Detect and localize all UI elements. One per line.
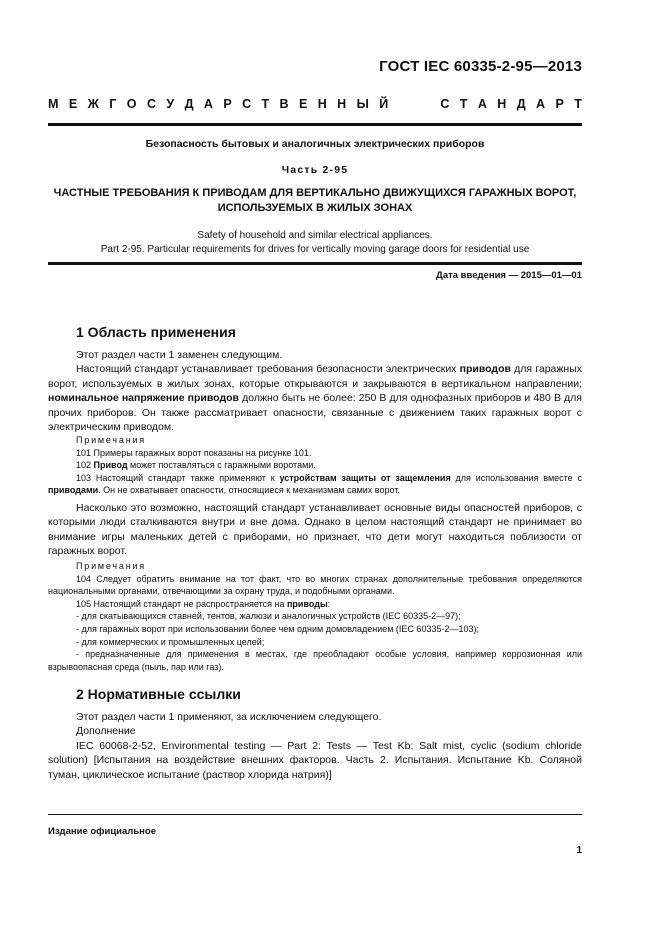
notes-label: Примечания bbox=[76, 435, 146, 445]
note-104: 104 Следует обратить внимание на тот факт, что во многих странах дополнительные требования определяются национальными органами, отвечающими за охрану труда, и подобными органами. bbox=[48, 573, 582, 597]
interstate-letter: Ы bbox=[356, 97, 369, 111]
interstate-letter: Н bbox=[317, 97, 327, 111]
interstate-letter: Н bbox=[497, 97, 507, 111]
title-english-line2: Part 2-95. Particular requirements for drives for vertically moving garage doors for residential use bbox=[100, 244, 530, 255]
note-105: 105 Настоящий стандарт не распространяется на приводы: bbox=[76, 598, 331, 609]
interstate-letter: Е bbox=[298, 97, 308, 111]
note-105-item-3: - для коммерческих и промышленных целей; bbox=[76, 636, 265, 647]
note-105-item-4: - предназначенные для применения в местах, где преобладают особые условия, например коррозионная или взрывоопасная среда (пыль, пар или газ). bbox=[48, 649, 582, 672]
note-102: 102 Привод может поставляться с гаражными воротами. bbox=[76, 460, 316, 471]
section1-p3: Насколько это возможно, настоящий стандарт устанавливает основные виды опасностей приборов, с которыми люди сталкиваются внутри и вне дома. Однако в целом настоящий стандарт не принимает во внимание игры маленьких детей с приборами, но признает, что дети могут находиться поблизости от гаражных ворот. bbox=[48, 502, 582, 558]
section2-heading: 2 Нормативные ссылки bbox=[76, 686, 241, 702]
interstate-letter: Ж bbox=[87, 97, 99, 111]
section1-notes-2 bbox=[48, 560, 582, 673]
interstate-letter: А bbox=[536, 97, 546, 111]
note-103: 103 Настоящий стандарт также применяют к устройствам защиты от защемления для использования вместе с приводами. Он не охватывает опасности, относящиеся к механизмам самих ворот. bbox=[48, 472, 582, 496]
interstate-letter: М bbox=[48, 97, 59, 111]
interstate-letter: С bbox=[242, 97, 252, 111]
page-number: 1 bbox=[576, 845, 582, 856]
interstate-letter: Е bbox=[68, 97, 78, 111]
section2-body bbox=[48, 710, 582, 782]
interstate-letter: Д bbox=[516, 97, 526, 111]
interstate-letter bbox=[399, 97, 402, 111]
introduction-date: Дата введения — 2015—01—01 bbox=[436, 270, 582, 281]
term-drives: приводов bbox=[459, 363, 511, 376]
term-rated-voltage: номинальное напряжение приводов bbox=[48, 392, 239, 405]
interstate-letter bbox=[426, 97, 429, 111]
title-general: Безопасность бытовых и аналогичных электрических приборов bbox=[145, 138, 485, 150]
section2-p3: IEC 60068-2-52, Environmental testing — Part 2: Tests — Test Kb: Salt mist, cyclic (sodium chloride solution) [Испытания на воздействие внешних факторов. Часть 2. Испытания. Испытание Kb. Соляной туман, циклическое испытание (раствор хлорида натрия)] bbox=[48, 739, 582, 781]
section1-p1: Этот раздел части 1 заменен следующим. bbox=[76, 349, 283, 361]
interstate-standard-heading bbox=[48, 97, 582, 111]
notes-label-2: Примечания bbox=[76, 561, 146, 571]
title-main bbox=[48, 186, 582, 216]
interstate-letter: Т bbox=[459, 97, 468, 111]
section1-heading: 1 Область применения bbox=[76, 324, 236, 340]
interstate-letter: Т bbox=[261, 97, 270, 111]
section2-p2: Дополнение bbox=[76, 725, 136, 738]
interstate-letter bbox=[413, 97, 416, 111]
interstate-letter: Р bbox=[555, 97, 564, 111]
interstate-letter: Й bbox=[379, 97, 389, 111]
interstate-letter: О bbox=[126, 97, 137, 111]
footer-rule bbox=[48, 814, 582, 815]
title-top-rule bbox=[48, 123, 582, 126]
section1-body bbox=[48, 348, 582, 434]
section1-notes-1 bbox=[48, 434, 582, 497]
interstate-letter: С bbox=[440, 97, 450, 111]
title-english-line1: Safety of household and similar electrical appliances. bbox=[197, 230, 433, 241]
interstate-letter: Г bbox=[109, 97, 117, 111]
interstate-letter: Р bbox=[223, 97, 232, 111]
standard-code: ГОСТ IEC 60335-2-95—2013 bbox=[379, 58, 582, 75]
title-bottom-rule bbox=[48, 262, 582, 265]
section2-p1: Этот раздел части 1 применяют, за исключением следующего. bbox=[76, 711, 382, 723]
note-105-item-2: - для гаражных ворот при использовании более чем одним домовладением (IEC 60335-2—103); bbox=[76, 623, 479, 634]
interstate-letter: Д bbox=[184, 97, 194, 111]
title-main-line2: ИСПОЛЬЗУЕМЫХ В ЖИЛЫХ ЗОНАХ bbox=[217, 202, 413, 214]
interstate-letter: Н bbox=[337, 97, 347, 111]
interstate-letter: У bbox=[166, 97, 175, 111]
interstate-letter: А bbox=[203, 97, 213, 111]
note-101: 101 Примеры гаражных ворот показаны на рисунке 101. bbox=[76, 447, 312, 458]
note-105-item-1: - для скатывающихся ставней, тентов, жалюзи и аналогичных устройств (IEC 60335-2—97); bbox=[76, 611, 461, 622]
interstate-letter: А bbox=[477, 97, 487, 111]
section1-p2: Настоящий стандарт устанавливает требования безопасности электрических приводов для гаражных ворот, используемых в жилых зонах, которые открываются и закрываются в вертикальном направлении; номинальное напряжение приводов должно быть не более: 250 В для однофазных приборов и 480 В для прочих приборов. Он также рассматривает опасности, связанные с движением таких гаражных ворот с электрическим приводом. bbox=[48, 363, 583, 434]
interstate-letter: В bbox=[279, 97, 289, 111]
interstate-letter: Т bbox=[574, 97, 582, 111]
interstate-letter: С bbox=[146, 97, 156, 111]
title-main-line1: ЧАСТНЫЕ ТРЕБОВАНИЯ К ПРИВОДАМ ДЛЯ ВЕРТИКАЛЬНО ДВИЖУЩИХСЯ ГАРАЖНЫХ ВОРОТ, bbox=[53, 187, 577, 199]
title-english bbox=[48, 229, 582, 257]
title-part: Часть 2-95 bbox=[281, 164, 349, 176]
official-edition: Издание официальное bbox=[48, 826, 156, 837]
